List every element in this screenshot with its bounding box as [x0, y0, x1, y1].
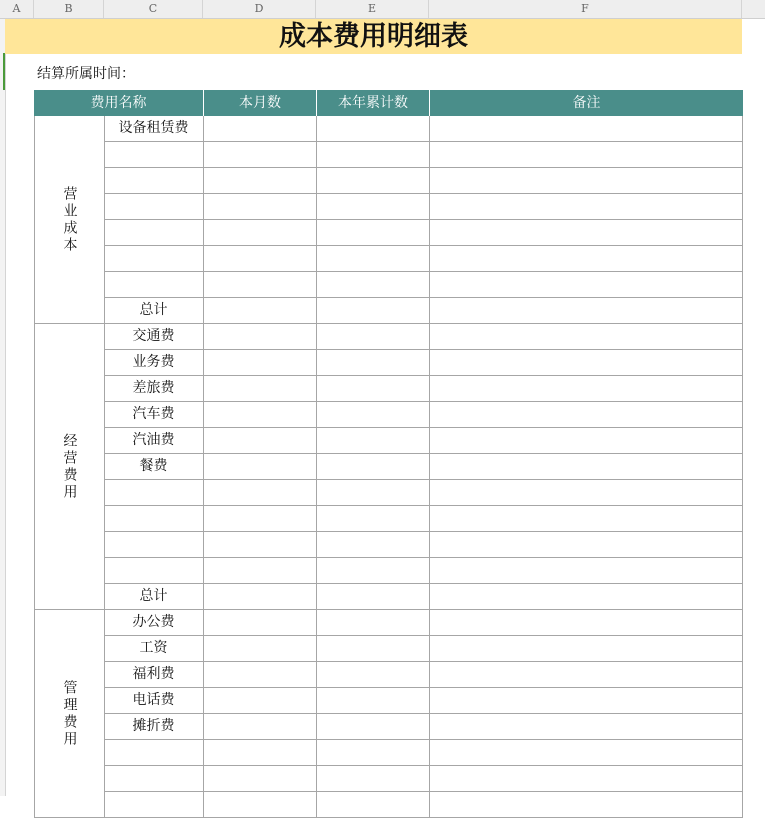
- remarks-cell[interactable]: [430, 246, 743, 272]
- month-amount-cell[interactable]: [204, 116, 317, 142]
- month-amount-cell[interactable]: [204, 532, 317, 558]
- remarks-cell[interactable]: [430, 636, 743, 662]
- header-remarks[interactable]: 备注: [430, 90, 743, 116]
- column-header-c[interactable]: C: [104, 0, 203, 18]
- fee-item-cell[interactable]: [104, 272, 204, 298]
- remarks-cell[interactable]: [430, 610, 743, 636]
- group-cell[interactable]: [34, 610, 105, 818]
- remarks-cell[interactable]: [430, 350, 743, 376]
- fee-item-cell[interactable]: 总计: [104, 298, 204, 324]
- fee-item-cell[interactable]: 电话费: [104, 688, 204, 714]
- remarks-cell[interactable]: [430, 454, 743, 480]
- remarks-cell[interactable]: [430, 402, 743, 428]
- month-amount-cell[interactable]: [204, 298, 317, 324]
- remarks-cell[interactable]: [430, 298, 743, 324]
- sheet-title[interactable]: 成本费用明细表: [5, 19, 742, 54]
- remarks-cell[interactable]: [430, 688, 743, 714]
- group-label: 营业成本: [61, 185, 78, 254]
- ytd-amount-cell[interactable]: [317, 454, 430, 480]
- group-label: 经营费用: [61, 432, 78, 501]
- fee-item-cell[interactable]: 差旅费: [104, 376, 204, 402]
- month-amount-cell[interactable]: [204, 480, 317, 506]
- fee-item-cell[interactable]: 汽油费: [104, 428, 204, 454]
- fee-item-cell[interactable]: [104, 194, 204, 220]
- header-year-to-date[interactable]: 本年累计数: [317, 90, 430, 116]
- remarks-cell[interactable]: [430, 142, 743, 168]
- fee-item-cell[interactable]: 餐费: [104, 454, 204, 480]
- ytd-amount-cell[interactable]: [317, 766, 430, 792]
- group-cell[interactable]: [34, 324, 105, 610]
- column-header-e[interactable]: E: [316, 0, 429, 18]
- month-amount-cell[interactable]: [204, 662, 317, 688]
- remarks-cell[interactable]: [430, 584, 743, 610]
- fee-item-cell[interactable]: 福利费: [104, 662, 204, 688]
- ytd-amount-cell[interactable]: [317, 246, 430, 272]
- ytd-amount-cell[interactable]: [317, 610, 430, 636]
- remarks-cell[interactable]: [430, 194, 743, 220]
- month-amount-cell[interactable]: [204, 194, 317, 220]
- ytd-amount-cell[interactable]: [317, 324, 430, 350]
- fee-item-cell[interactable]: 业务费: [104, 350, 204, 376]
- column-header-bar: [0, 0, 765, 19]
- ytd-amount-cell[interactable]: [317, 168, 430, 194]
- fee-item-cell[interactable]: [104, 246, 204, 272]
- ytd-amount-cell[interactable]: [317, 506, 430, 532]
- month-amount-cell[interactable]: [204, 454, 317, 480]
- remarks-cell[interactable]: [430, 376, 743, 402]
- remarks-cell[interactable]: [430, 766, 743, 792]
- month-amount-cell[interactable]: [204, 610, 317, 636]
- remarks-cell[interactable]: [430, 272, 743, 298]
- ytd-amount-cell[interactable]: [317, 116, 430, 142]
- ytd-amount-cell[interactable]: [317, 584, 430, 610]
- month-amount-cell[interactable]: [204, 714, 317, 740]
- ytd-amount-cell[interactable]: [317, 272, 430, 298]
- remarks-cell[interactable]: [430, 168, 743, 194]
- column-header-f[interactable]: F: [429, 0, 742, 18]
- column-header-d[interactable]: D: [203, 0, 316, 18]
- month-amount-cell[interactable]: [204, 766, 317, 792]
- settlement-period-label[interactable]: 结算所属时间：: [37, 66, 135, 82]
- remarks-cell[interactable]: [430, 480, 743, 506]
- month-amount-cell[interactable]: [204, 740, 317, 766]
- remarks-cell[interactable]: [430, 428, 743, 454]
- month-amount-cell[interactable]: [204, 506, 317, 532]
- ytd-amount-cell[interactable]: [317, 402, 430, 428]
- month-amount-cell[interactable]: [204, 402, 317, 428]
- month-amount-cell[interactable]: [204, 688, 317, 714]
- fee-item-cell[interactable]: 办公费: [104, 610, 204, 636]
- month-amount-cell[interactable]: [204, 142, 317, 168]
- group-cell[interactable]: [34, 116, 105, 324]
- remarks-cell[interactable]: [430, 324, 743, 350]
- ytd-amount-cell[interactable]: [317, 688, 430, 714]
- fee-item-cell[interactable]: 设备租赁费: [104, 116, 204, 142]
- fee-item-cell[interactable]: [104, 506, 204, 532]
- remarks-cell[interactable]: [430, 116, 743, 142]
- active-row-indicator: [3, 53, 5, 90]
- month-amount-cell[interactable]: [204, 246, 317, 272]
- ytd-amount-cell[interactable]: [317, 220, 430, 246]
- header-fee-name[interactable]: 费用名称: [34, 90, 204, 116]
- month-amount-cell[interactable]: [204, 220, 317, 246]
- fee-item-cell[interactable]: [104, 142, 204, 168]
- month-amount-cell[interactable]: [204, 324, 317, 350]
- fee-item-cell[interactable]: 工资: [104, 636, 204, 662]
- month-amount-cell[interactable]: [204, 376, 317, 402]
- remarks-cell[interactable]: [430, 532, 743, 558]
- ytd-amount-cell[interactable]: [317, 636, 430, 662]
- fee-item-cell[interactable]: 交通费: [104, 324, 204, 350]
- fee-item-cell[interactable]: [104, 766, 204, 792]
- month-amount-cell[interactable]: [204, 272, 317, 298]
- ytd-amount-cell[interactable]: [317, 558, 430, 584]
- ytd-amount-cell[interactable]: [317, 740, 430, 766]
- fee-item-cell[interactable]: [104, 740, 204, 766]
- fee-item-cell[interactable]: 摊折费: [104, 714, 204, 740]
- ytd-amount-cell[interactable]: [317, 532, 430, 558]
- remarks-cell[interactable]: [430, 558, 743, 584]
- remarks-cell[interactable]: [430, 662, 743, 688]
- month-amount-cell[interactable]: [204, 584, 317, 610]
- month-amount-cell[interactable]: [204, 350, 317, 376]
- month-amount-cell[interactable]: [204, 558, 317, 584]
- ytd-amount-cell[interactable]: [317, 428, 430, 454]
- column-header-a[interactable]: A: [0, 0, 34, 18]
- ytd-amount-cell[interactable]: [317, 142, 430, 168]
- ytd-amount-cell[interactable]: [317, 350, 430, 376]
- fee-item-cell[interactable]: [104, 532, 204, 558]
- ytd-amount-cell[interactable]: [317, 298, 430, 324]
- fee-item-cell[interactable]: 总计: [104, 584, 204, 610]
- header-this-month[interactable]: 本月数: [204, 90, 317, 116]
- remarks-cell[interactable]: [430, 506, 743, 532]
- fee-item-cell[interactable]: [104, 558, 204, 584]
- fee-item-cell[interactable]: [104, 220, 204, 246]
- row-header-gutter: [0, 19, 6, 796]
- column-header-b[interactable]: B: [34, 0, 104, 18]
- ytd-amount-cell[interactable]: [317, 194, 430, 220]
- ytd-amount-cell[interactable]: [317, 662, 430, 688]
- remarks-cell[interactable]: [430, 740, 743, 766]
- group-label: 管理费用: [61, 679, 78, 748]
- month-amount-cell[interactable]: [204, 168, 317, 194]
- ytd-amount-cell[interactable]: [317, 480, 430, 506]
- fee-item-cell[interactable]: [104, 168, 204, 194]
- ytd-amount-cell[interactable]: [317, 714, 430, 740]
- remarks-cell[interactable]: [430, 714, 743, 740]
- ytd-amount-cell[interactable]: [317, 376, 430, 402]
- month-amount-cell[interactable]: [204, 636, 317, 662]
- month-amount-cell[interactable]: [204, 428, 317, 454]
- remarks-cell[interactable]: [430, 220, 743, 246]
- fee-item-cell[interactable]: [104, 480, 204, 506]
- fee-item-cell[interactable]: 汽车费: [104, 402, 204, 428]
